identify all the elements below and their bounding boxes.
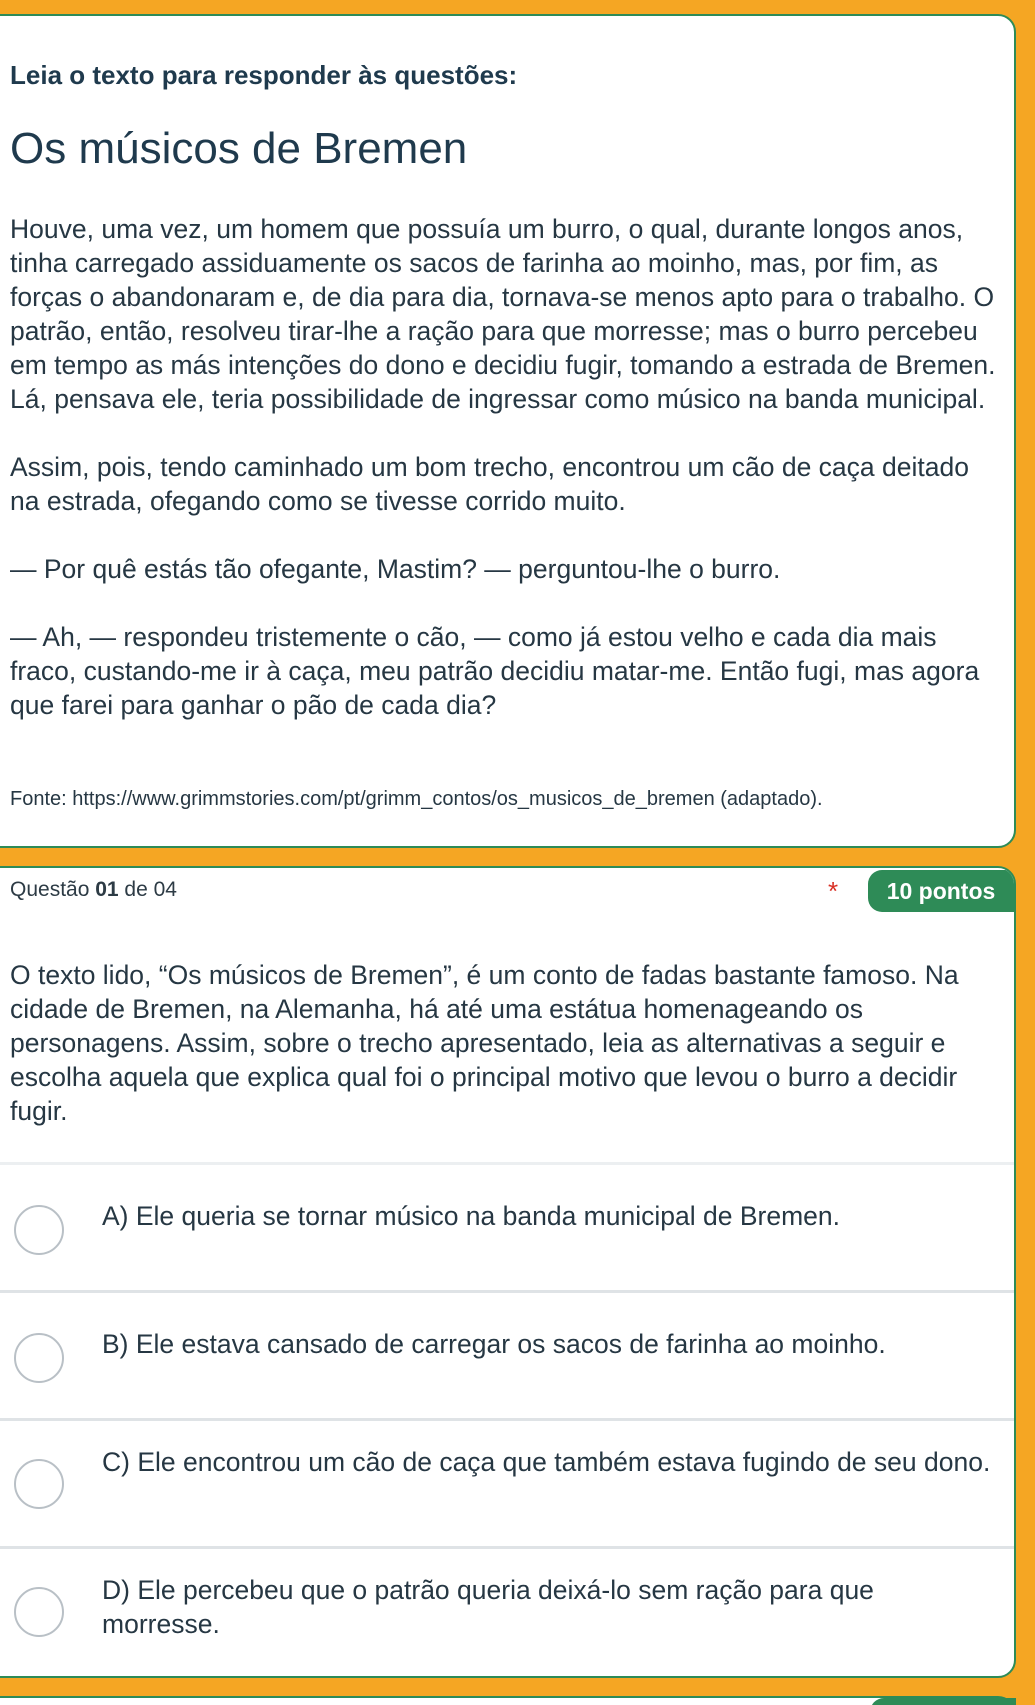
story-title: Os músicos de Bremen bbox=[10, 124, 468, 173]
required-asterisk-icon: * bbox=[828, 876, 839, 906]
radio-button-icon[interactable] bbox=[14, 1459, 64, 1509]
radio-button-icon[interactable] bbox=[14, 1587, 64, 1637]
story-paragraph: — Por quê estás tão ofegante, Mastim? — perguntou-lhe o burro. bbox=[10, 554, 781, 584]
reading-instruction: Leia o texto para responder às questões: bbox=[10, 60, 518, 90]
points-badge: 10 pontos bbox=[868, 870, 1014, 912]
answer-options bbox=[0, 1165, 1014, 1677]
source-citation: Fonte: https://www.grimmstories.com/pt/grimm_contos/os_musicos_de_bremen (adaptado). bbox=[10, 788, 823, 810]
answer-option-d[interactable] bbox=[0, 1549, 1014, 1677]
story-paragraph: — Ah, — respondeu tristemente o cão, — como já estou velho e cada dia mais fraco, custando-me ir à caça, meu patrão decidiu matar-me. Então fugi, mas agora que farei para ganhar o pão de cada dia? bbox=[10, 622, 980, 720]
next-card-badge-edge bbox=[870, 1698, 1016, 1705]
answer-option-label: D) Ele percebeu que o patrão queria deixá-lo sem ração para que morresse. bbox=[102, 1575, 874, 1639]
question-counter bbox=[10, 878, 177, 902]
answer-option-label: B) Ele estava cansado de carregar os sacos de farinha ao moinho. bbox=[102, 1329, 886, 1359]
next-card-edge bbox=[0, 1696, 1016, 1705]
question-counter-suffix: de 04 bbox=[118, 878, 177, 901]
radio-button-icon[interactable] bbox=[14, 1333, 64, 1383]
reading-card bbox=[0, 14, 1016, 848]
radio-button-icon[interactable] bbox=[14, 1205, 64, 1255]
question-statement: O texto lido, “Os músicos de Bremen”, é um conto de fadas bastante famoso. Na cidade de Bremen, na Alemanha, há até uma estátua homenageando os personagens. Assim, sobre o trecho apresentado, leia as alternativas a seguir e escolha aquela que explica qual foi o principal motivo que levou o burro a decidir fugir. bbox=[10, 960, 959, 1126]
question-card bbox=[0, 866, 1016, 1678]
answer-option-label: C) Ele encontrou um cão de caça que também estava fugindo de seu dono. bbox=[102, 1447, 991, 1477]
story-paragraph: Houve, uma vez, um homem que possuía um burro, o qual, durante longos anos, tinha carregado assiduamente os sacos de farinha ao moinho, mas, por fim, as forças o abandonaram e, de dia para dia, tornava-se menos apto para o trabalho. O patrão, então, resolveu tirar-lhe a ração para que morresse; mas o burro percebeu em tempo as más intenções do dono e decidiu fugir, tomando a estrada de Bremen. Lá, pensava ele, teria possibilidade de ingressar como músico na banda municipal. bbox=[10, 214, 996, 414]
question-header bbox=[0, 868, 1014, 916]
question-counter-prefix: Questão bbox=[10, 878, 96, 901]
answer-option-b[interactable] bbox=[0, 1293, 1014, 1421]
answer-option-label: A) Ele queria se tornar músico na banda municipal de Bremen. bbox=[102, 1201, 840, 1231]
story-paragraph: Assim, pois, tendo caminhado um bom trecho, encontrou um cão de caça deitado na estrada, ofegando como se tivesse corrido muito. bbox=[10, 452, 969, 516]
answer-option-a[interactable] bbox=[0, 1165, 1014, 1293]
answer-option-c[interactable] bbox=[0, 1421, 1014, 1549]
story-body bbox=[10, 212, 1005, 756]
question-number: 01 bbox=[95, 878, 119, 901]
